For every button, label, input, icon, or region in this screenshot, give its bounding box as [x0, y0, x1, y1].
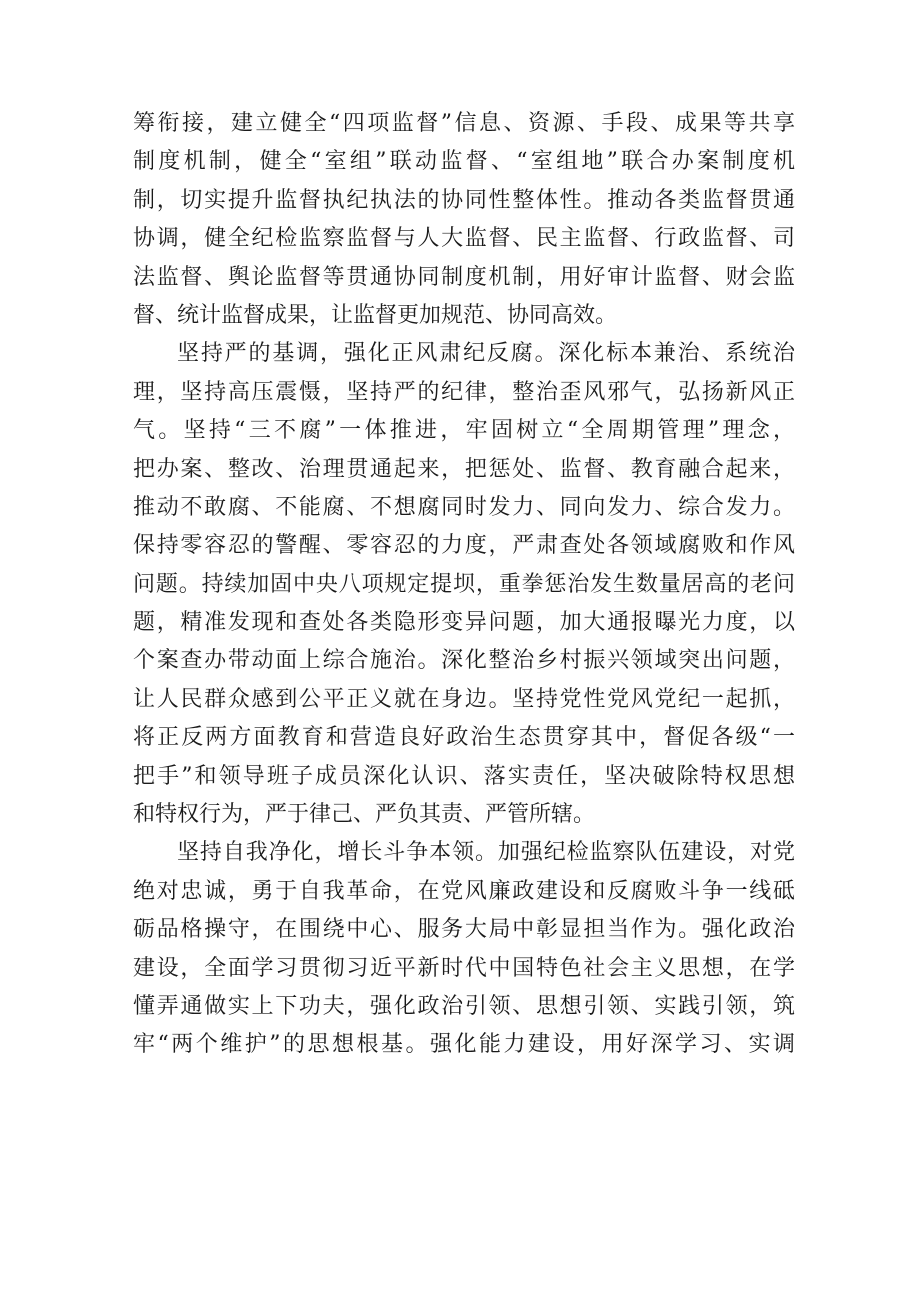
paragraph-3-line-1: 坚持自我净化，增长斗争本领。加强纪检监察队伍建设，对党 [177, 840, 795, 866]
paragraph-2-line-6: 保持零容忍的警醒、零容忍的力度，严肃查处各领域腐败和作风 [133, 533, 795, 559]
paragraph-2-line-3: 气。坚持“三不腐”一体推进，牢固树立“全周期管理”理念， [133, 418, 795, 444]
paragraph-2-line-7: 问题。持续加固中央八项规定提坝，重拳惩治发生数量居高的老问 [133, 571, 795, 597]
paragraph-2-line-8: 题，精准发现和查处各类隐形变异问题，加大通报曝光力度，以 [133, 610, 795, 636]
document-body [133, 105, 795, 1065]
paragraph-2-line-12: 把手”和领导班子成员深化认识、落实责任，坚决破除特权思想 [133, 763, 795, 789]
paragraph-1-line-6: 督、统计监督成果，让监督更加规范、协同高效。 [133, 302, 618, 328]
paragraph-1-line-5: 法监督、舆论监督等贯通协同制度机制，用好审计监督、财会监 [133, 264, 795, 290]
paragraph-3-line-3: 砺品格操守，在围绕中心、服务大局中彰显担当作为。强化政治 [133, 917, 795, 943]
paragraph-3-line-6: 牢“两个维护”的思想根基。强化能力建设，用好深学习、实调 [133, 1032, 795, 1058]
paragraph-2-line-10: 让人民群众感到公平正义就在身边。坚持党性党风党纪一起抓， [133, 686, 795, 712]
paragraph-2-line-2: 理，坚持高压震慑，坚持严的纪律，整治歪风邪气，弘扬新风正 [133, 379, 795, 405]
paragraph-1-line-3: 制，切实提升监督执纪执法的协同性整体性。推动各类监督贯通 [133, 187, 795, 213]
paragraph-2-line-11: 将正反两方面教育和营造良好政治生态贯穿其中，督促各级“一 [133, 725, 795, 751]
paragraph-1-line-1: 筹衔接，建立健全“四项监督”信息、资源、手段、成果等共享 [133, 111, 795, 136]
paragraph-2-line-9: 个案查办带动面上综合施治。深化整治乡村振兴领域突出问题， [133, 648, 795, 674]
paragraph-2-line-1: 坚持严的基调，强化正风肃纪反腐。深化标本兼治、系统治 [177, 341, 795, 367]
paragraph-3-line-5: 懂弄通做实上下功夫，强化政治引领、思想引领、实践引领，筑 [133, 993, 795, 1019]
paragraph-2-line-4: 把办案、整改、治理贯通起来，把惩处、监督、教育融合起来， [133, 456, 795, 482]
paragraph-1-line-4: 协调，健全纪检监察监督与人大监督、民主监督、行政监督、司 [133, 226, 795, 252]
paragraph-3-line-2: 绝对忠诚，勇于自我革命，在党风廉政建设和反腐败斗争一线砥 [133, 878, 795, 904]
paragraph-1-line-2: 制度机制，健全“室组”联动监督、“室组地”联合办案制度机 [133, 149, 795, 175]
paragraph-2-line-5: 推动不敢腐、不能腐、不想腐同时发力、同向发力、综合发力。 [133, 494, 795, 520]
paragraph-2-line-13: 和特权行为，严于律己、严负其责、严管所辖。 [133, 802, 596, 828]
paragraph-3-line-4: 建设，全面学习贯彻习近平新时代中国特色社会主义思想，在学 [133, 955, 795, 981]
